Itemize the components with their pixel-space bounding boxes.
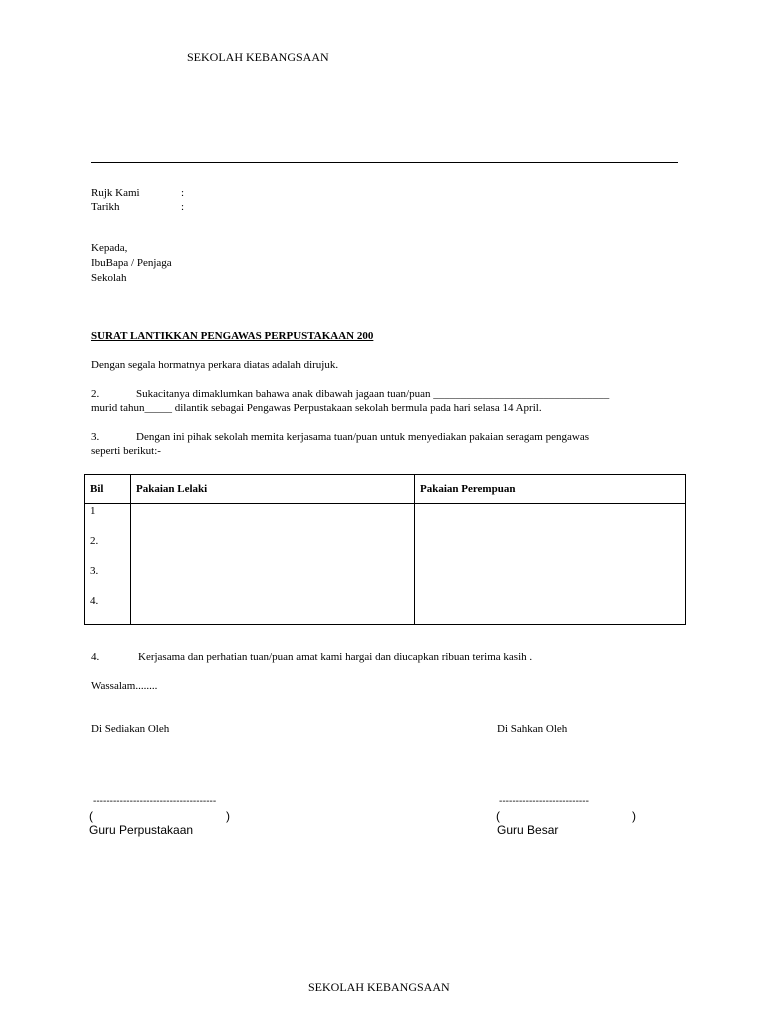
column-header-female-uniform: Pakaian Perempuan: [415, 475, 686, 504]
date-label: Tarikh: [91, 201, 120, 213]
paragraph-3-line-1: Dengan ini pihak sekolah memita kerjasama tuan/puan untuk menyediakan pakaian seragam pengawas: [136, 431, 589, 443]
recipient-line-1: Kepada,: [91, 242, 128, 254]
header-school-name: SEKOLAH KEBANGSAAN: [187, 50, 329, 64]
prepared-by-label: Di Sediakan Oleh: [91, 723, 170, 735]
paragraph-4-text: Kerjasama dan perhatian tuan/puan amat kami hargai dan diucapkan ribuan terima kasih .: [138, 651, 533, 663]
letter-subject: SURAT LANTIKKAN PENGAWAS PERPUSTAKAAN 200: [91, 330, 374, 342]
table-row: [85, 504, 686, 625]
right-paren-open: (: [496, 809, 500, 823]
paragraph-4-number: 4.: [91, 651, 100, 663]
reference-label: Rujk Kami: [91, 187, 140, 199]
uniform-table: [84, 474, 686, 625]
row-number: 2.: [90, 535, 99, 547]
column-header-bil: Bil: [85, 475, 131, 504]
right-signature-line: ---------------------------: [499, 796, 589, 807]
paragraph-3-number: 3.: [91, 431, 100, 443]
column-header-male-uniform: Pakaian Lelaki: [131, 475, 415, 504]
paragraph-2-number: 2.: [91, 388, 100, 400]
date-colon: :: [181, 201, 185, 213]
paragraph-2-line-1: Sukacitanya dimaklumkan bahawa anak dibawah jagaan tuan/puan ________________________________: [136, 388, 610, 400]
male-uniform-cell: [131, 504, 415, 625]
left-paren-open: (: [89, 809, 93, 823]
reference-colon: :: [181, 187, 185, 199]
header-divider: [91, 162, 678, 163]
paragraph-1: Dengan segala hormatnya perkara diatas adalah dirujuk.: [91, 359, 339, 371]
recipient-line-2: IbuBapa / Penjaga: [91, 257, 172, 269]
librarian-title: Guru Perpustakaan: [89, 823, 194, 837]
approved-by-label: Di Sahkan Oleh: [497, 723, 568, 735]
row-number: 1: [90, 505, 96, 517]
recipient-line-3: Sekolah: [91, 272, 127, 284]
row-number: 3.: [90, 565, 99, 577]
paragraph-3-line-2: seperti berikut:-: [91, 445, 161, 457]
headmaster-title: Guru Besar: [497, 823, 559, 837]
paragraph-2-line-2: murid tahun_____ dilantik sebagai Pengawas Perpustakaan sekolah bermula pada hari selasa 14 April.: [91, 402, 542, 414]
row-number: 4.: [90, 595, 99, 607]
footer-school-name: SEKOLAH KEBANGSAAN: [308, 980, 450, 994]
female-uniform-cell: [415, 504, 686, 625]
left-signature-line: -------------------------------------: [93, 796, 217, 807]
closing-salutation: Wassalam........: [91, 680, 158, 692]
right-paren-close: ): [632, 809, 636, 823]
row-numbers-cell: [85, 504, 131, 625]
left-paren-close: ): [226, 809, 230, 823]
